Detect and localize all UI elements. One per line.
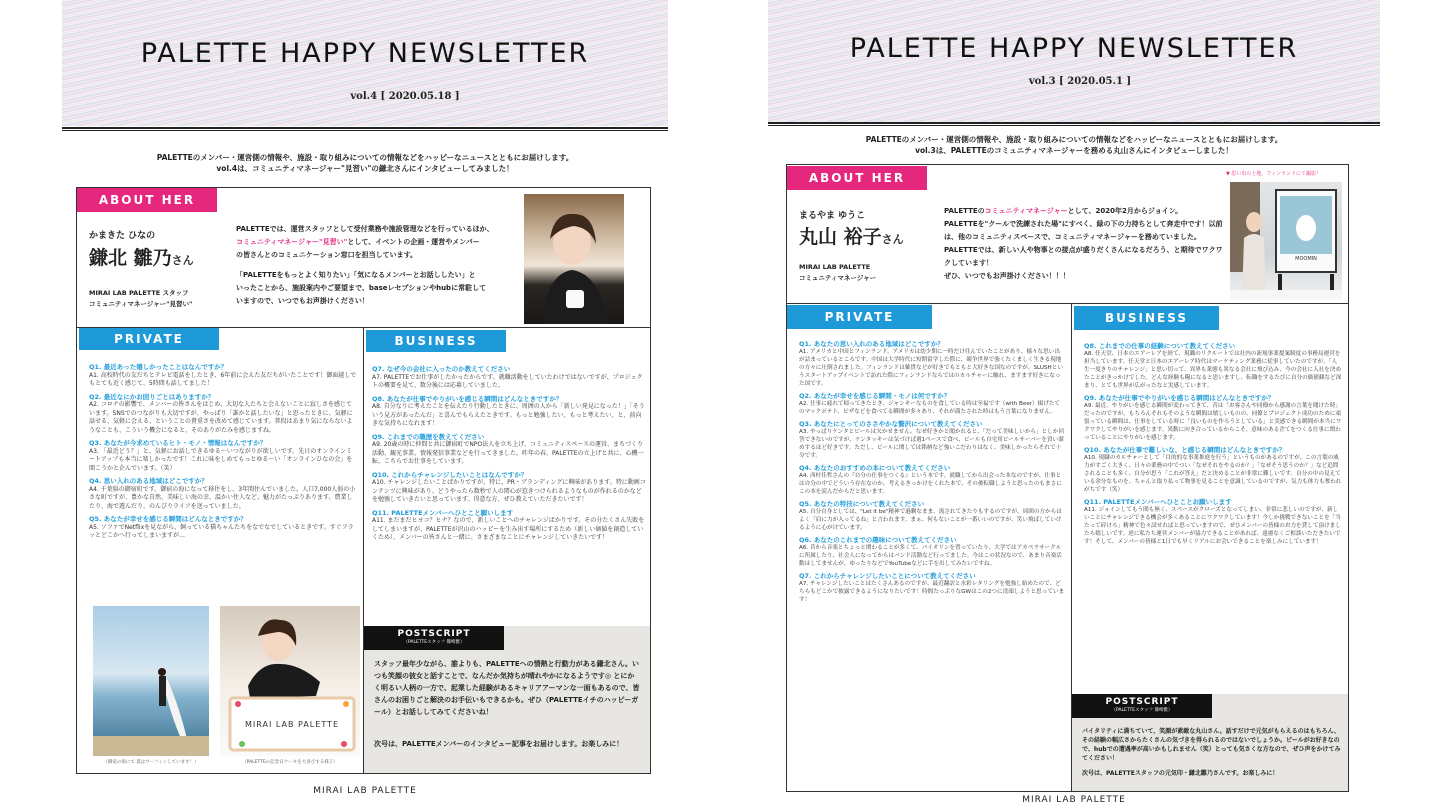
- about-her-heading: ABOUT HER: [787, 166, 927, 190]
- qa-item: Q2. 最近なにかお困りごとはありますか？ A2. コロナの影響で、メンバーの皆さんをはじめ、大切な人たちと会えないことに寂しさを感じています。SNSでのつながりも大切ですが、やっぱり「誰かと話したいな」と思ったときに、気軽に話せる、気軽に会える、ということの貴重さを改めて感じています。普段はあまり気にならないようなことも、こういう機会になると、そのありがたみを感じますね。: [89, 392, 353, 434]
- qa-item: Q9. これまでの職歴を教えてください A9. 20歳の時に仲間と共に御宿町でNPO法人を立ち上げ、コミュニティスペースの運営、まちづくり活動、観光事業、情報発信事業などを行ってきました。昨年の春、PALETTEの立上げと共に、心機一転、こちらでお仕事をしています。: [372, 432, 644, 465]
- surf-photo-caption: （御宿の海にて 夏はサーフィンしています！）: [103, 760, 199, 765]
- qa-item: Q8. これまでの仕事の経験について教えてください A8. 任天堂、日本のエアーレアを経て、現職のリクルートでは社内の新規事業提案制度の事務局運営を担当しています。任天堂と日本のエアーレア時代はマーケティング業務に従事していたのですが、「人生一度きりのチャレンジ」と思い切って、異界も業態も異なる会社に飛び込み、今の会社に入社を決めたことがきっかけでした。どんな経験も糧になると思いますし、転職をするたびに自分の価値観など深まり、とても世界が広がったなと実感しています。: [1084, 342, 1342, 389]
- cake-photo: [220, 606, 360, 756]
- business-qa-list: [1084, 342, 1342, 550]
- qa-item: Q4. あなたのおすすめの本について教えてください A4. 西村佳哲さんの『自分の仕事をつくる』という本です。就職してから出会った本なのですが、仕事とは自分の中でどういう存在なのか、考えるきっかけをくれた本で、その後転職しようと思ったのもまさにこの本を読んだからだと思います。: [799, 464, 1062, 495]
- newsletter-page-vol4: [62, 0, 668, 810]
- profile-bio: PALETTEのコミュニティマネージャーとして、2020年2月からジョイン。 PALETTEを"クールで洗練された場"にすべく、緑の下の力持ちとして奔走中です！以前は、他のコミュニティスペースで、コミュニティマネージャーを務めていました。PALETTEでは、新しい人や物事との接点が盛りだくさんになるだろう、と期待でワクワクしています！ ぜひ、いつでもお声掛けください！！！: [944, 207, 1223, 280]
- postscript-text: バイタリティに満ちていて、笑顔が素敵な丸山さん。話すだけで元気がもらえるのはもちろん、その経験の幅広さからたくさんの気づきを得られるのではないでしょうか。ビールがお好きなので、hubでの遭遇率が高いかもしれません（笑）とっても気さくな方なので、ぜひ声をかけてみてください！: [1082, 728, 1341, 762]
- private-qa-list: [799, 340, 1065, 608]
- cake-text: MIRAI LAB PALETTE: [245, 720, 339, 729]
- poster-text: MOOMIN: [1295, 256, 1317, 262]
- profile-bio: PALETTEでは、運営スタッフとして受付業務や施設管理などを行っているほか、 コミュニティマネージャー"見習い"として、イベントの企画・運営やメンバー の皆さんとのコミュニケーション窓口を担当しています。 「PALETTEをもっとよく知りたい」「気になるメンバーとお話ししたい」と いったことから、施設案内やご要望まで、baseレセプションやhubに常駐して いますので、いつでもお声掛けください！: [236, 225, 494, 305]
- volume-date: vol.3 [ 2020.05.1 ]: [1028, 76, 1132, 87]
- surf-photo: [93, 606, 209, 756]
- cake-photo-caption: （PALETTEの記念日ケーキを大喜びする様子）: [242, 760, 338, 765]
- header-banner: [768, 0, 1380, 122]
- qa-item: Q9. あなたが仕事でやりがいを感じる瞬間はどんなときですか？ A9. 最近、やりがいを感じる瞬間が変わってきて、昔は「お客さんや同僚から感謝の言葉を聞けた時」だったのですが、もちろんそれもそのような瞬間は嬉しいものの、同僚とプロジェクト成功のために頑張っている瞬間は、仕事をしている時に「良いものを作ろうとしている」と実感できる瞬間が本当にワクワクしてやりがいを感じます。異動に向き合っているからこそ、意味のある企てをつくる仕事に関わっていることにやりがいを感じます。: [1084, 394, 1342, 441]
- volume-date: vol.4 [ 2020.05.18 ]: [350, 91, 460, 102]
- intro-text: PALETTEのメンバー・運営側の情報や、施設・取り組みについての情報などをハッピーなニュースとともにお届けします。 vol.4は、コミュニティマネージャー"見習い"の鎌北さんにインタビューしてみました！: [156, 153, 574, 173]
- qa-item: Q11. PALETTEメンバーへひとこと願いします A11. まだまだヒヨコ？ヒナ？なので、新しいことへのチャレンジばかりです。その分たくさん失敗をしてしまいますが、PALETTEが沢山のハッピーを生み出す場所にするため（新しい価値を創造していくため）、メンバーの皆さんと一緒に、さまざまなことにチャレンジしていきたいです！: [372, 508, 645, 541]
- qa-item: Q5. あなたが幸せを感じる瞬間はどんなときですか？ A5. ソファでNetflixを見ながら、飼っている猫ちゃんたちをなでなでしているときです。すぐフラッとどこかへ行ってしまいますが…: [89, 515, 354, 539]
- qa-item: Q2. あなたが幸せを感じる瞬間・モノは何ですか？ A2. 仕事に疲れて帰ってきたとき、ジャンキーなものを食している時は至福です（with Beer）揚げたてのマックポテト、ピザなどを食べてる瞬間が多々あり、それが満たされた時はもう言葉になりません。: [799, 392, 1061, 415]
- qa-item: Q1. あなたの思い入れのある地域はどこですか？ A1. アメリカと中国とフィンランド。アメリカは幼少期に一時だけ住んでいたことがあり、様々な思い出が詰まっているところです。中国は大学時代に短期留学した際に、競争世界で強くたくましく生きる現地の方々に圧倒されました。フィンランドは雑貨などが好きでもともと大好きな国なのですが、SLUSHというスタートアップイベントで訪れた際にフィンランドならではのカルチャーに触れ、ますます好きになった国です。: [799, 340, 1063, 387]
- private-qa-list: [89, 363, 357, 545]
- name-kana: かまきた ひなの: [89, 231, 156, 241]
- profile-photo: [524, 194, 624, 324]
- header-divider: [62, 127, 668, 131]
- qa-item: Q10. あなたが仕事で難しいな、と感じる瞬間はどんなときですか？ A10. 現職のカルチャーとして「目的的な事業推進を行う」というものがあるのですが、この言葉の威力がすごく大きく、日々の業務の中でつい「なぜそれをやるのか？」「なぜそう思うのか？」など追問されることも多く、自分が思う「これが答え」だと決めることが非常に難しいです。自分の中の見えている余分なものを、ちゃんと取り払って物事を見ることを意識しているのですが、気力も体力も奪われがちです（笑）: [1084, 446, 1342, 493]
- private-heading: PRIVATE: [787, 305, 932, 329]
- qa-item: Q3. あなたが今求めているヒト・モノ・情報はなんですか？ A3. 「最近どう？」と、気軽にお話しできるゆる～いつながりが欲しいです。先日のオンラインミートアップも本当に楽しかったです！これに味をしめてもっとゆる～い「オンラインひなの会」を開こうかと企んでいます。（笑）: [89, 439, 353, 472]
- header-divider: [768, 122, 1380, 126]
- name-kana: まるやま ゆうこ: [799, 211, 866, 221]
- qa-item: Q11. PALETTEメンバーへひとことお願いします A11. ジョインしてもう間も無く、スペースがクローズとなってしまい、非常に悲しいのですが、新しいことにチャレンジできる機会が多くあることにワクワクしています！今しか挑戦できないことを「当たって砕けろ」精神で色々試せればと思っていますので、ぜひメンバーの皆様のお力を貸して頂けましたら嬉しいです。逆に私たち運営メンバーが協力できることがあれば、遠慮なくご相談いただきたいです！そして、メンバーの皆様と1日でも早くリアルにお会いできることを楽しみにしています！: [1084, 498, 1341, 545]
- qa-item: Q7. なぜ今の会社に入ったのか教えてください A7. PALETTEでお仕事がしたかったからです。就職活動をしていたわけではないですが、プロジェクトの概要を見て、数分後には応募していました。: [372, 365, 643, 389]
- person-name: 鎌北 雛乃さん: [89, 247, 194, 269]
- qa-item: Q7. これからチャレンジしたいことについて教えてください A7. チャレンジしたいことはたくさんあるのですが、最近翻訳と水彩レタリングを勉強し始めたので、どちらもどこかで披露できるようになりたいです！時間たっぷりなGWはこの2つに没頭しようと思っています！: [799, 572, 1065, 603]
- qa-item: Q4. 思い入れのある地域はどこですか？ A4. 千葉県の御宿町です。御宿の海になって移住をし、3年間住んでいました。人口7,000人弱の小さな町ですが、豊かな自然、美味しい海の幸、温かい住人など、魅力がたっぷりあります。農業したり、海で遊んだり、のんびりライフを送っていました。: [89, 477, 356, 510]
- business-qa-list: [372, 365, 646, 547]
- postscript-heading: POSTSCRIPT （PALETTEスタッフ 篠崎雅）: [1072, 694, 1212, 718]
- private-heading: PRIVATE: [79, 328, 219, 350]
- qa-item: Q8. あなたが仕事でやりがいを感じる瞬間はどんなときですか？ A8. 自分なりに考えたことを伝えたり行動したときに、周囲の人から「新しい発見になった！」「そういう見方があったんだ」と喜んでもらえたときです。もっと勉強したい、もっと考えたい、と、前向きな気持ちになれます！: [372, 394, 645, 427]
- page-footer: MIRAI LAB PALETTE: [313, 786, 417, 796]
- header-banner: [62, 0, 668, 126]
- qa-item: Q5. あなたの特技について教えてください A5. 自分自身としては、"Let it be"精神で過剰なまま、流されてきたりもするのですが、周囲の方からはよく「肩に力が入ってるね」と言われます。まぁ、何もないことが一番いいのですが、笑い飛ばしていけるように心がけています。: [799, 500, 1062, 531]
- intro-text: PALETTEのメンバー・運営側の情報や、施設・取り組みについての情報などをハッピーなニュースとともにお届けします。 vol.3は、PALETTEのコミュニティマネージャーを務める丸山さんにインタビューしました！: [865, 135, 1283, 155]
- newsletter-page-vol3: [768, 0, 1380, 810]
- newsletter-title: PALETTE HAPPY NEWSLETTER: [849, 33, 1299, 64]
- postscript-heading: POSTSCRIPT （PALETTEスタッフ 篠崎雅）: [364, 626, 504, 650]
- section-divider: [786, 303, 1349, 304]
- about-her-heading: ABOUT HER: [77, 188, 217, 212]
- person-role: MIRAI LAB PALETTE コミュニティマネージャー: [799, 263, 877, 282]
- postscript-text: スタッフ最年少ながら、誰よりも、PALETTEへの情熱と行動力がある鎌北さん。いつも笑顔の彼女と話すことで、なんだか気持ちが晴れやかになるようです◎ とにかく明るい人柄の一方で、起業した経験があるキャリアアーマンな一面もあるので、皆さんのお困りごと解決のお手伝いもできるかも。ぜひ（PALETTEイチのハッピーガール）とお話ししてみてくださいね！: [374, 660, 640, 716]
- qa-item: Q1. 最近あった嬉しかったことはなんですか？ A1. 高校時代の友だちとテレビ電話をしたとき、6年前に会えた友だちがいたことです！御面越しでもとても近く感じて、5時間も話してました！: [89, 363, 357, 387]
- business-heading: BUSINESS: [366, 330, 506, 352]
- qa-item: Q3. あなたにとってのささやかな贅沢について教えてください A3. やっぱりケンタとビールは欠かせません。なぜ好きかと聞かれると、「だって美味しいから」としか回答できないのですが、ケンタッキーは気づけば週1ペースで食べ、ビールも自宅用ビールサーバーを買い溜めするほど好きです。ただし、ビールに関しては銘柄など強いこだわりはなく、美味しかったらそれで十分です。: [799, 420, 1064, 459]
- next-issue-note: 次号は、PALETTEメンバーのインタビュー記事をお届けします。お楽しみに！: [374, 740, 624, 748]
- photo-caption: ▼ 思い出の土地、フィンランドにて撮影！: [1226, 171, 1322, 177]
- page-footer: MIRAI LAB PALETTE: [1022, 795, 1126, 805]
- qa-item: Q6. あなたのこれまでの趣味について教えてください A6. 昔から音楽とちょっと関わることが多くて、バイオリンを習っていたり、大学ではアカペラサークルに所属したり、社会人になってからはバンド活動など行ってました。今はこの状況なので、あまり音楽活動はしてませんが、ゆったりなどでYouTubeなどに手を出してみたいですね。: [799, 536, 1062, 567]
- next-issue-note: 次号は、PALETTEスタッフの元気印・鎌北雛乃さんです。お楽しみに！: [1082, 770, 1279, 777]
- business-heading: BUSINESS: [1074, 306, 1219, 330]
- qa-item: Q10. これからチャレンジしたいことはなんですか？ A10. チャレンジしたいことばかりですが、特に、PR・ブランディングに興味があります。特に動画コンテンツに興味があり、どうやったら数秒で人の関心が惹きつけられるようなものが作れるのかなどを勉強していきたいと思っています。得意な方、ぜひ教えていただきたいです！: [372, 470, 646, 503]
- newsletter-title: PALETTE HAPPY NEWSLETTER: [140, 38, 590, 69]
- profile-photo: [1230, 182, 1342, 300]
- person-role: MIRAI LAB PALETTE スタッフ コミュニティマネージャー"見習い": [89, 289, 193, 308]
- person-name: 丸山 裕子さん: [799, 226, 904, 248]
